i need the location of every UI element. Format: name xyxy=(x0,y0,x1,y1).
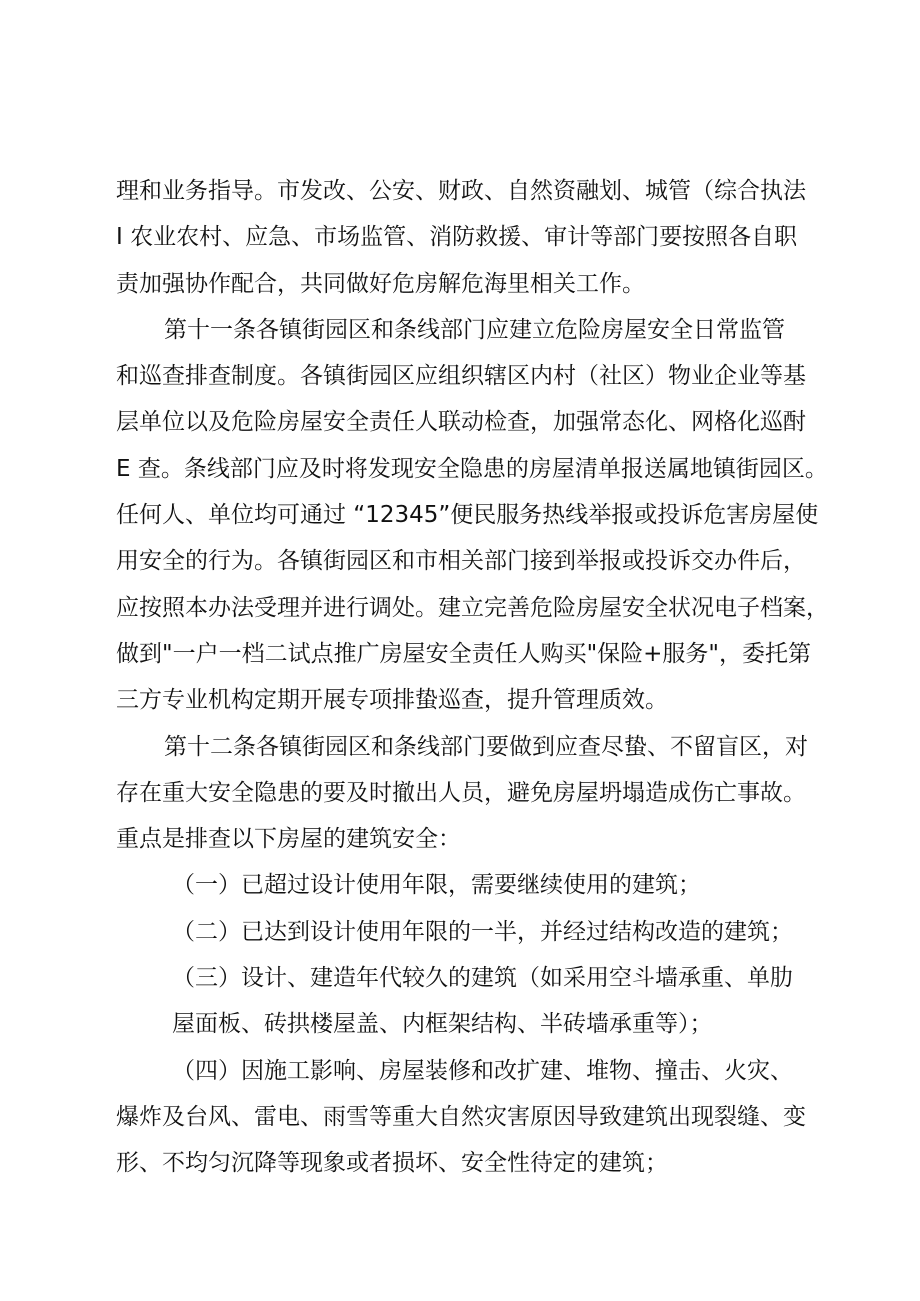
document-body xyxy=(116,168,832,1187)
list-item-4-continued: 形、不均匀沉降等现象或者损坏、安全性待定的建筑； xyxy=(116,1150,668,1177)
list-item-3-continued: 屋面板、砖拱楼屋盖、内框架结构、半砖墙承重等）； xyxy=(172,1011,713,1038)
text-line: 任何人、单位均可通过 “12345”便民服务热线举报或投诉危害房屋使 xyxy=(116,502,819,529)
text-line: 层单位以及危险房屋安全责任人联动检查，加强常态化、网格化巡酎 xyxy=(116,409,806,436)
text-line: 存在重大安全隐患的要及时撤出人员，避免房屋坍塌造成伤亡事故。 xyxy=(116,779,806,806)
text-line: E 查。条线部门应及时将发现安全隐患的房屋清单报送属地镇街园区。 xyxy=(116,455,828,482)
list-item-4: （四）因施工影响、房屋装修和改扩建、堆物、撞击、火灾、 xyxy=(172,1057,793,1084)
text-line: 用安全的行为。各镇街园区和市相关部门接到举报或投诉交办件后， xyxy=(116,548,806,575)
text-line: 重点是排查以下房屋的建筑安全： xyxy=(116,826,461,853)
list-item-1: （一）已超过设计使用年限，需要继续使用的建筑； xyxy=(172,872,701,899)
text-line: 责加强协作配合，共同做好危房解危海里相关工作。 xyxy=(116,270,645,297)
list-item-4-continued: 爆炸及台风、雷电、雨雪等重大自然灾害原因导致建筑出现裂缝、变 xyxy=(116,1103,806,1130)
list-item-3: （三）设计、建造年代较久的建筑（如采用空斗墙承重、单肋 xyxy=(172,965,793,992)
article-12-heading-line: 第十二条各镇街园区和条线部门要做到应查尽蛰、不留盲区，对 xyxy=(164,733,808,760)
text-line: I 农业农村、应急、市场监管、消防救援、审计等部门要按照各自职 xyxy=(116,224,798,251)
text-line: 做到"一户一档二试点推广房屋安全责任人购买"保险+服务"，委托第 xyxy=(116,640,812,667)
text-line: 和巡查排查制度。各镇街园区应组织辖区内村（社区）物业企业等基 xyxy=(116,363,806,390)
text-line: 应按照本办法受理并进行调处。建立完善危险房屋安全状况电子档案， xyxy=(116,594,829,621)
text-line: 三方专业机构定期开展专项排蛰巡查，提升管理质效。 xyxy=(116,687,668,714)
list-item-2: （二）已达到设计使用年限的一半，并经过结构改造的建筑； xyxy=(172,918,793,945)
text-line: 理和业务指导。市发改、公安、财政、自然资融划、城管（综合执法 xyxy=(116,178,806,204)
article-11-heading-line: 第十一条各镇街园区和条线部门应建立危险房屋安全日常监管 xyxy=(164,316,785,343)
